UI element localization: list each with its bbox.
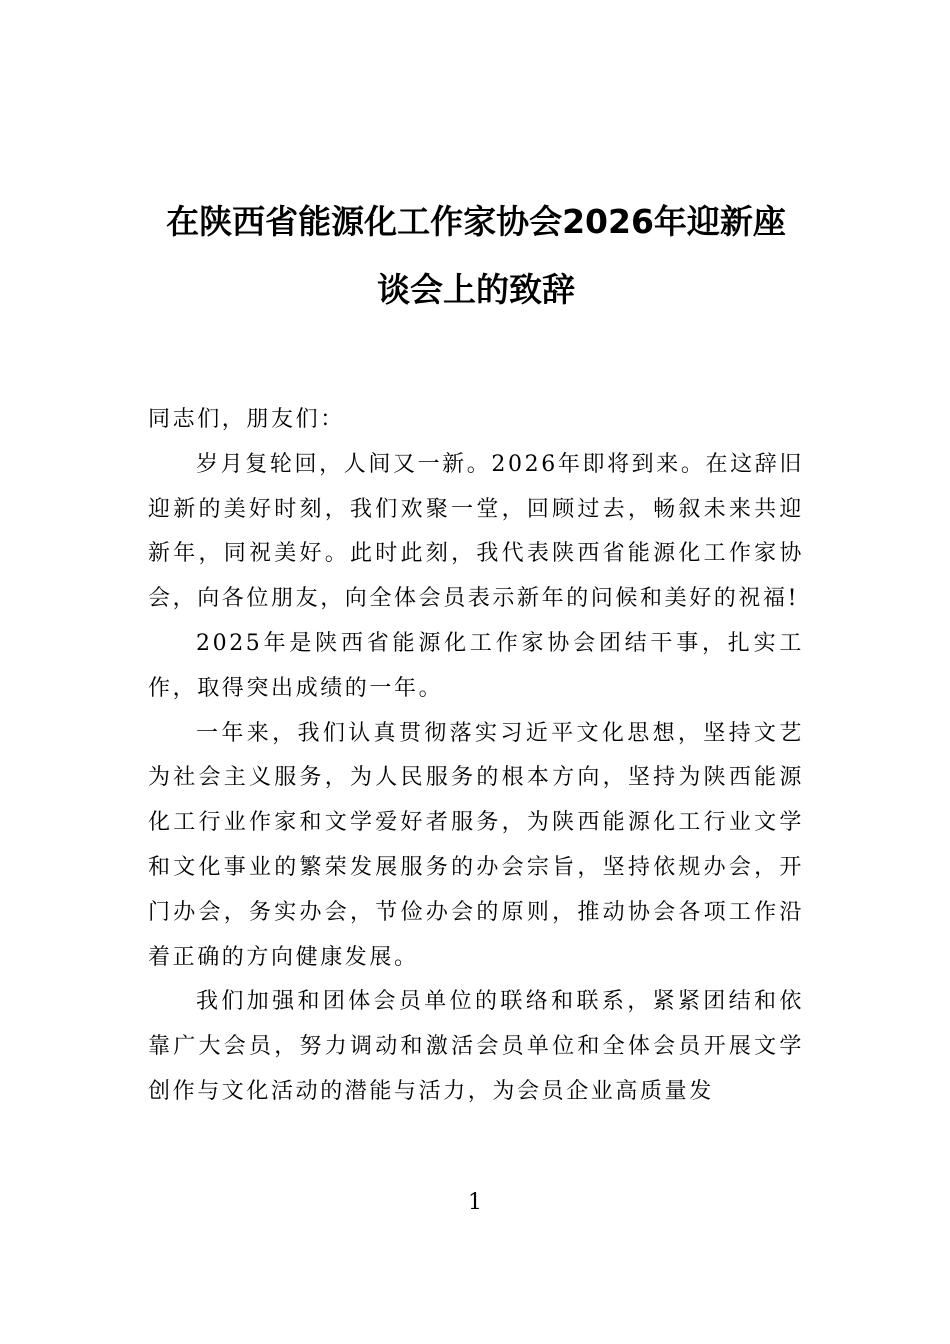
paragraph-2: 2025年是陕西省能源化工作家协会团结干事，扎实工作，取得突出成绩的一年。 [148,630,804,701]
document-title [148,188,804,324]
salutation: 同志们，朋友们： [148,407,345,432]
paragraph-4: 我们加强和团体会员单位的联络和联系，紧紧团结和依靠广大会员，努力调动和激活会员单位和全体会员开展文学创作与文化活动的潜能与活力，为会员企业高质量发 [148,989,804,1104]
title-line-1: 在陕西省能源化工作家协会2026年迎新座 [166,202,786,241]
document-body [148,398,804,1115]
paragraph-1: 岁月复轮回，人间又一新。2026年即将到来。在这辞旧迎新的美好时刻，我们欢聚一堂，回顾过去，畅叙未来共迎新年，同祝美好。此时此刻，我代表陕西省能源化工作家协会，向各位朋友，向全体会员表示新年的问候和美好的祝福! [148,451,804,612]
title-line-2: 谈会上的致辞 [377,270,575,309]
paragraph-3: 一年来，我们认真贯彻落实习近平文化思想，坚持文艺为社会主义服务，为人民服务的根本方向，坚持为陕西能源化工行业作家和文学爱好者服务，为陕西能源化工行业文学和文化事业的繁荣发展服务的办会宗旨，坚持依规办会，开门办会，务实办会，节俭办会的原则，推动协会各项工作沿着正确的方向健康发展。 [148,720,804,970]
page-number: 1 [468,1190,482,1215]
